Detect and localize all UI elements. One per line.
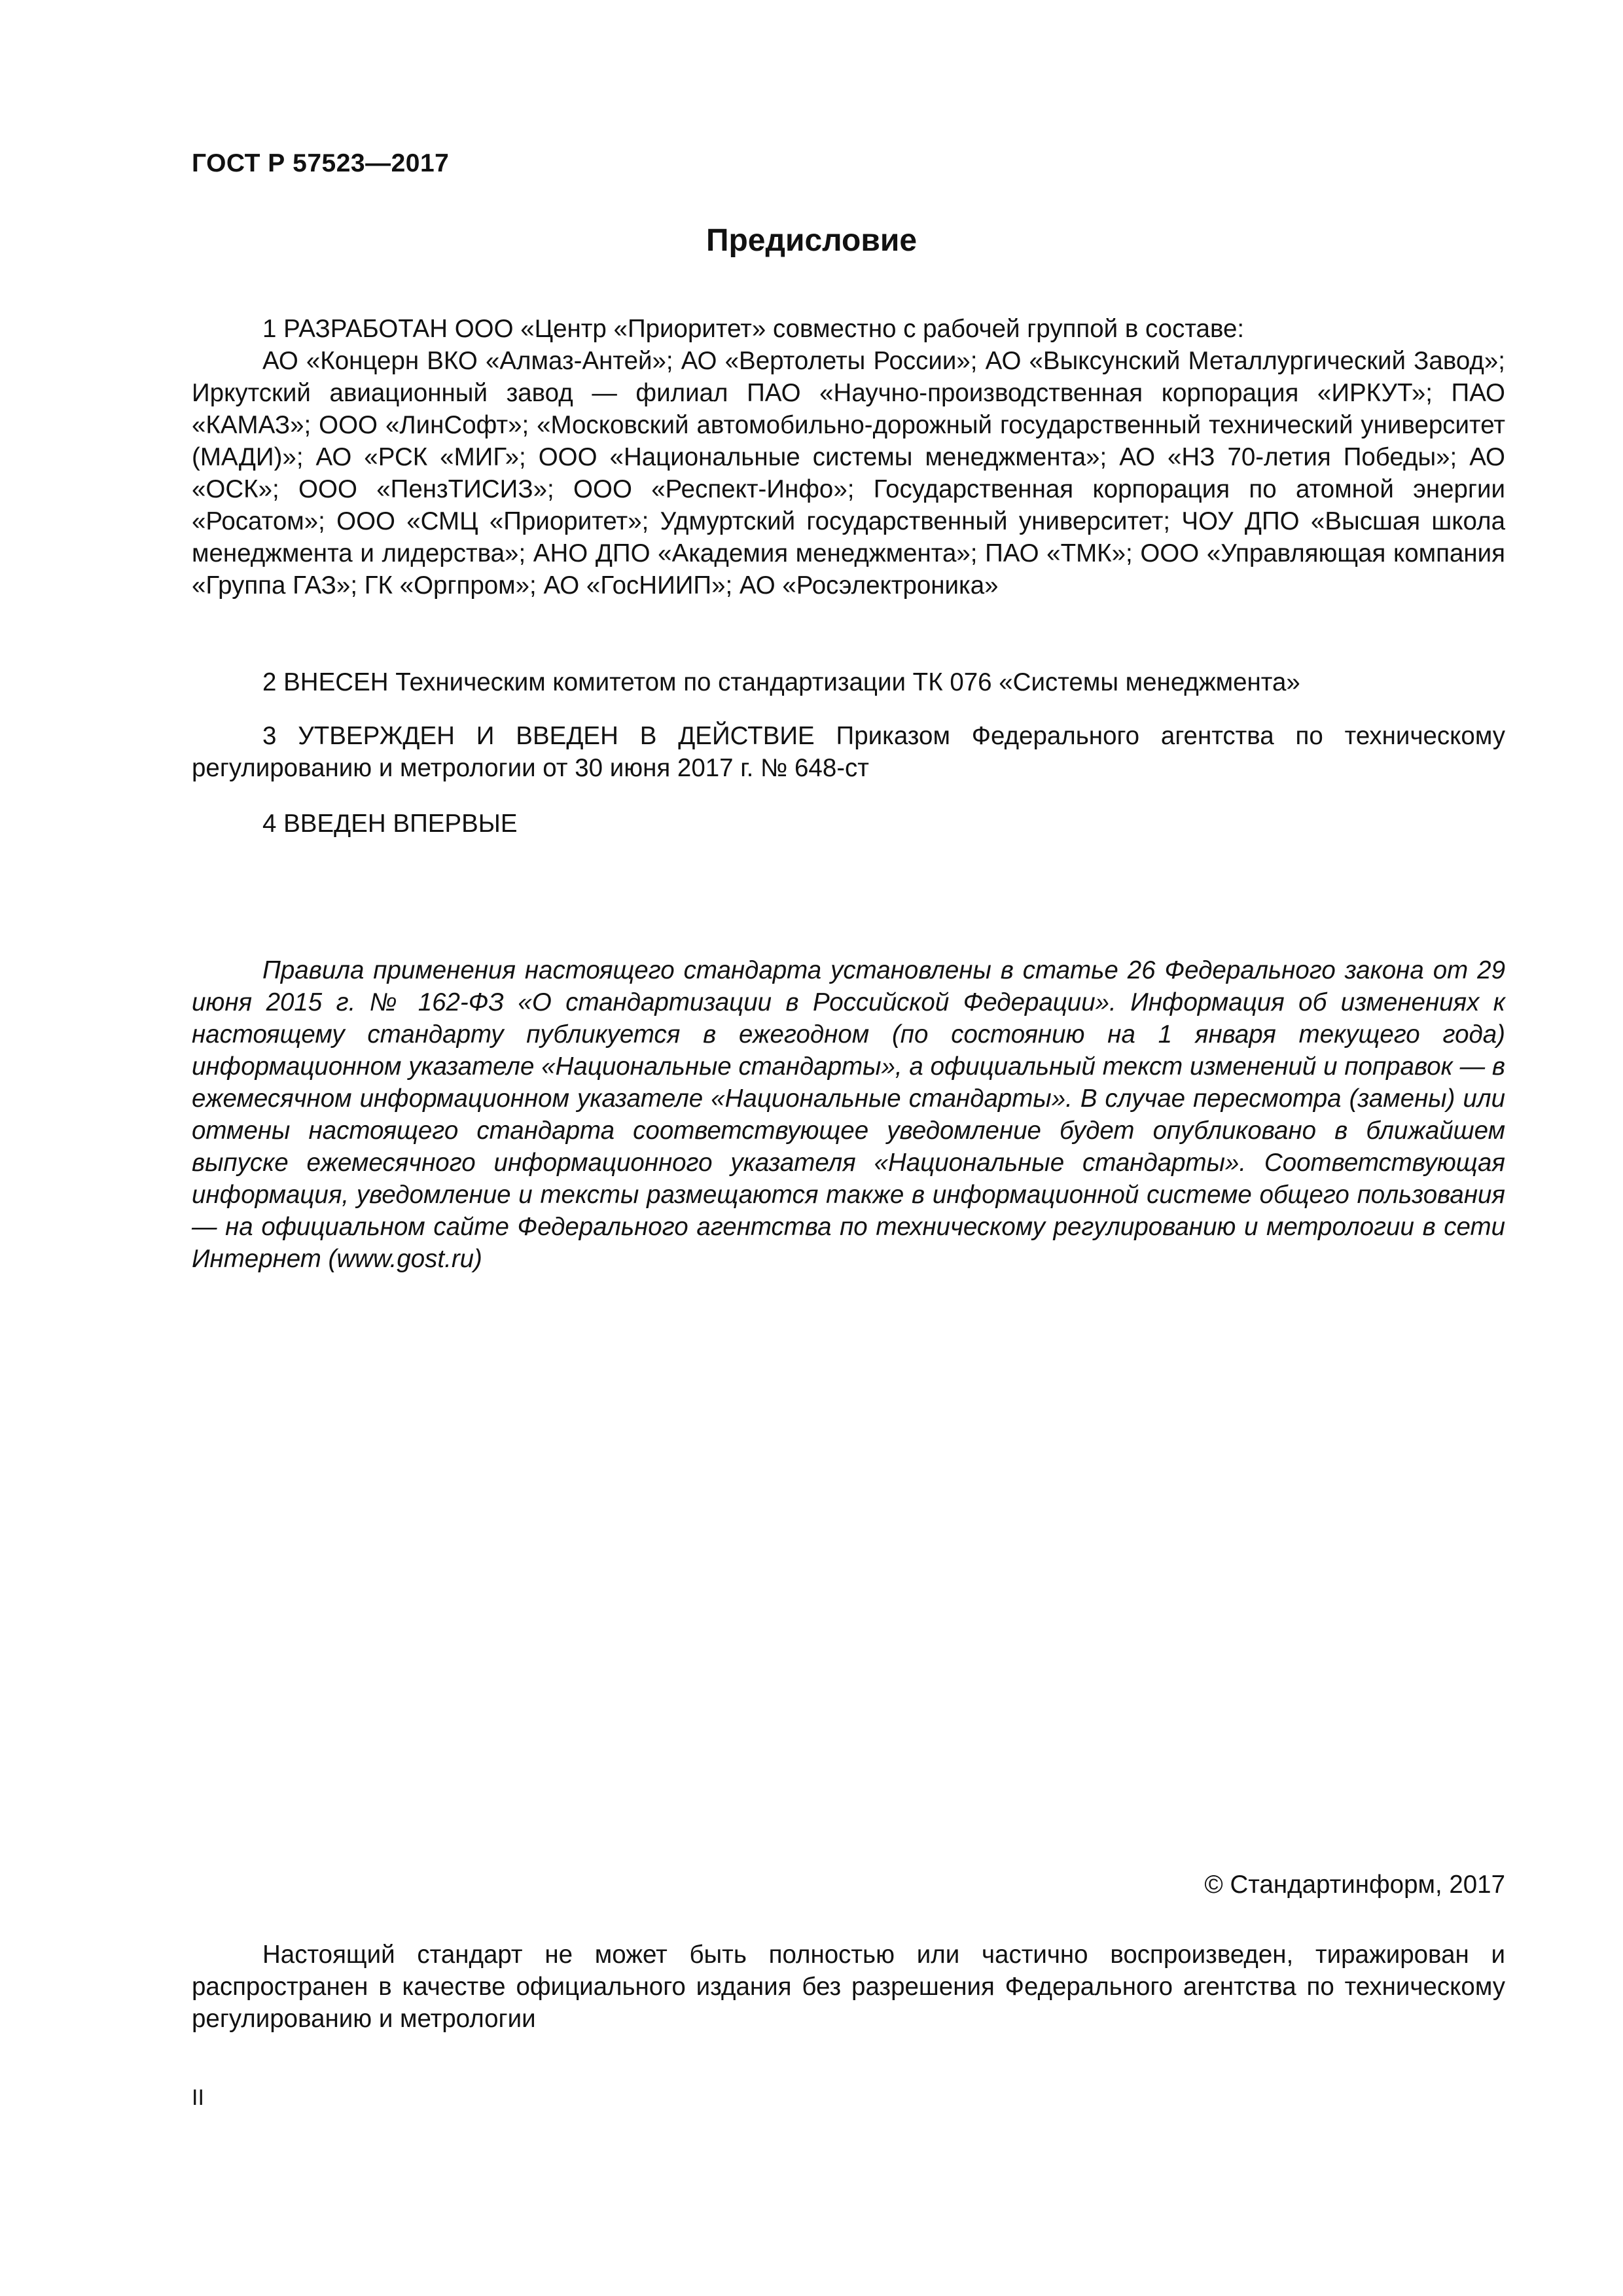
clause-developed (192, 313, 1505, 601)
clause-approved-text: 3 УТВЕРЖДЕН И ВВЕДЕН В ДЕЙСТВИЕ Приказом Федерального агентства по техническому регулированию и метрологии от 30 июня 2017 г. № 648-ст (192, 722, 1505, 782)
clause-introduced-text: 2 ВНЕСЕН Техническим комитетом по стандартизации ТК 076 «Системы менеджмента» (262, 668, 1300, 696)
clause-first-time (192, 808, 1505, 840)
clause-developed-orgs: АО «Концерн ВКО «Алмаз-Антей»; АО «Вертолеты России»; АО «Выксунский Металлургический Завод»; Иркутский авиационный завод — филиал ПАО «Научно-производственная корпорация «ИРКУТ»; ПАО «КАМАЗ»; ООО «ЛинСофт»; «Московский автомобильно-дорожный государственный технический университет (МАДИ)»; АО «РСК «МИГ»; ООО «Национальные системы менеджмента»; АО «НЗ 70-летия Победы»; АО «ОСК»; ООО «ПензТИСИЗ»; ООО «Респект-Инфо»; Государственная корпорация по атомной энергии «Росатом»; ООО «СМЦ «Приоритет»; Удмуртский государственный университет; ЧОУ ДПО «Высшая школа менеджмента и лидерства»; АНО ДПО «Академия менеджмента»; ПАО «ТМК»; ООО «Управляющая компания «Группа ГАЗ»; ГК «Оргпром»; АО «ГосНИИП»; АО «Росэлектроника» (192, 347, 1505, 600)
page-number: II (192, 2085, 204, 2110)
reproduction-notice (192, 1939, 1505, 2035)
reproduction-text: Настоящий стандарт не может быть полностью или частично воспроизведен, тиражирован и распространен в качестве официального издания без разрешения Федерального агентства по техническому регулированию и метрологии (192, 1941, 1505, 2033)
standard-code: ГОСТ Р 57523—2017 (192, 149, 450, 177)
clause-developed-lead: 1 РАЗРАБОТАН ООО «Центр «Приоритет» совместно с рабочей группой в составе: (262, 315, 1245, 343)
clause-first-time-text: 4 ВВЕДЕН ВПЕРВЫЕ (262, 810, 518, 838)
clause-approved (192, 720, 1505, 784)
application-rules-text: Правила применения настоящего стандарта установлены в статье 26 Федерального закона от 29 июня 2015 г. № 162-ФЗ «О стандартизации в Российской Федерации». Информация об изменениях к настоящему стандарту публикуется в ежегодном (по состоянию на 1 января текущего года) информационном указателе «Национальные стандарты», а официальный текст изменений и поправок — в ежемесячном информационном указателе «Национальные стандарты». В случае пересмотра (замены) или отмены настоящего стандарта соответствующее уведомление будет опубликовано в ближайшем выпуске ежемесячного информационного указателя «Национальные стандарты». Соответствующая информация, уведомление и тексты размещаются также в информационной системе общего пользования — на официальном сайте Федерального агентства по техническому регулированию и метрологии в сети Интернет (www.gost.ru) (192, 956, 1505, 1273)
clause-introduced (192, 666, 1505, 698)
copyright-line: © Стандартинформ, 2017 (1204, 1871, 1505, 1899)
section-title: Предисловие (705, 223, 918, 258)
application-rules-notice (192, 954, 1505, 1275)
